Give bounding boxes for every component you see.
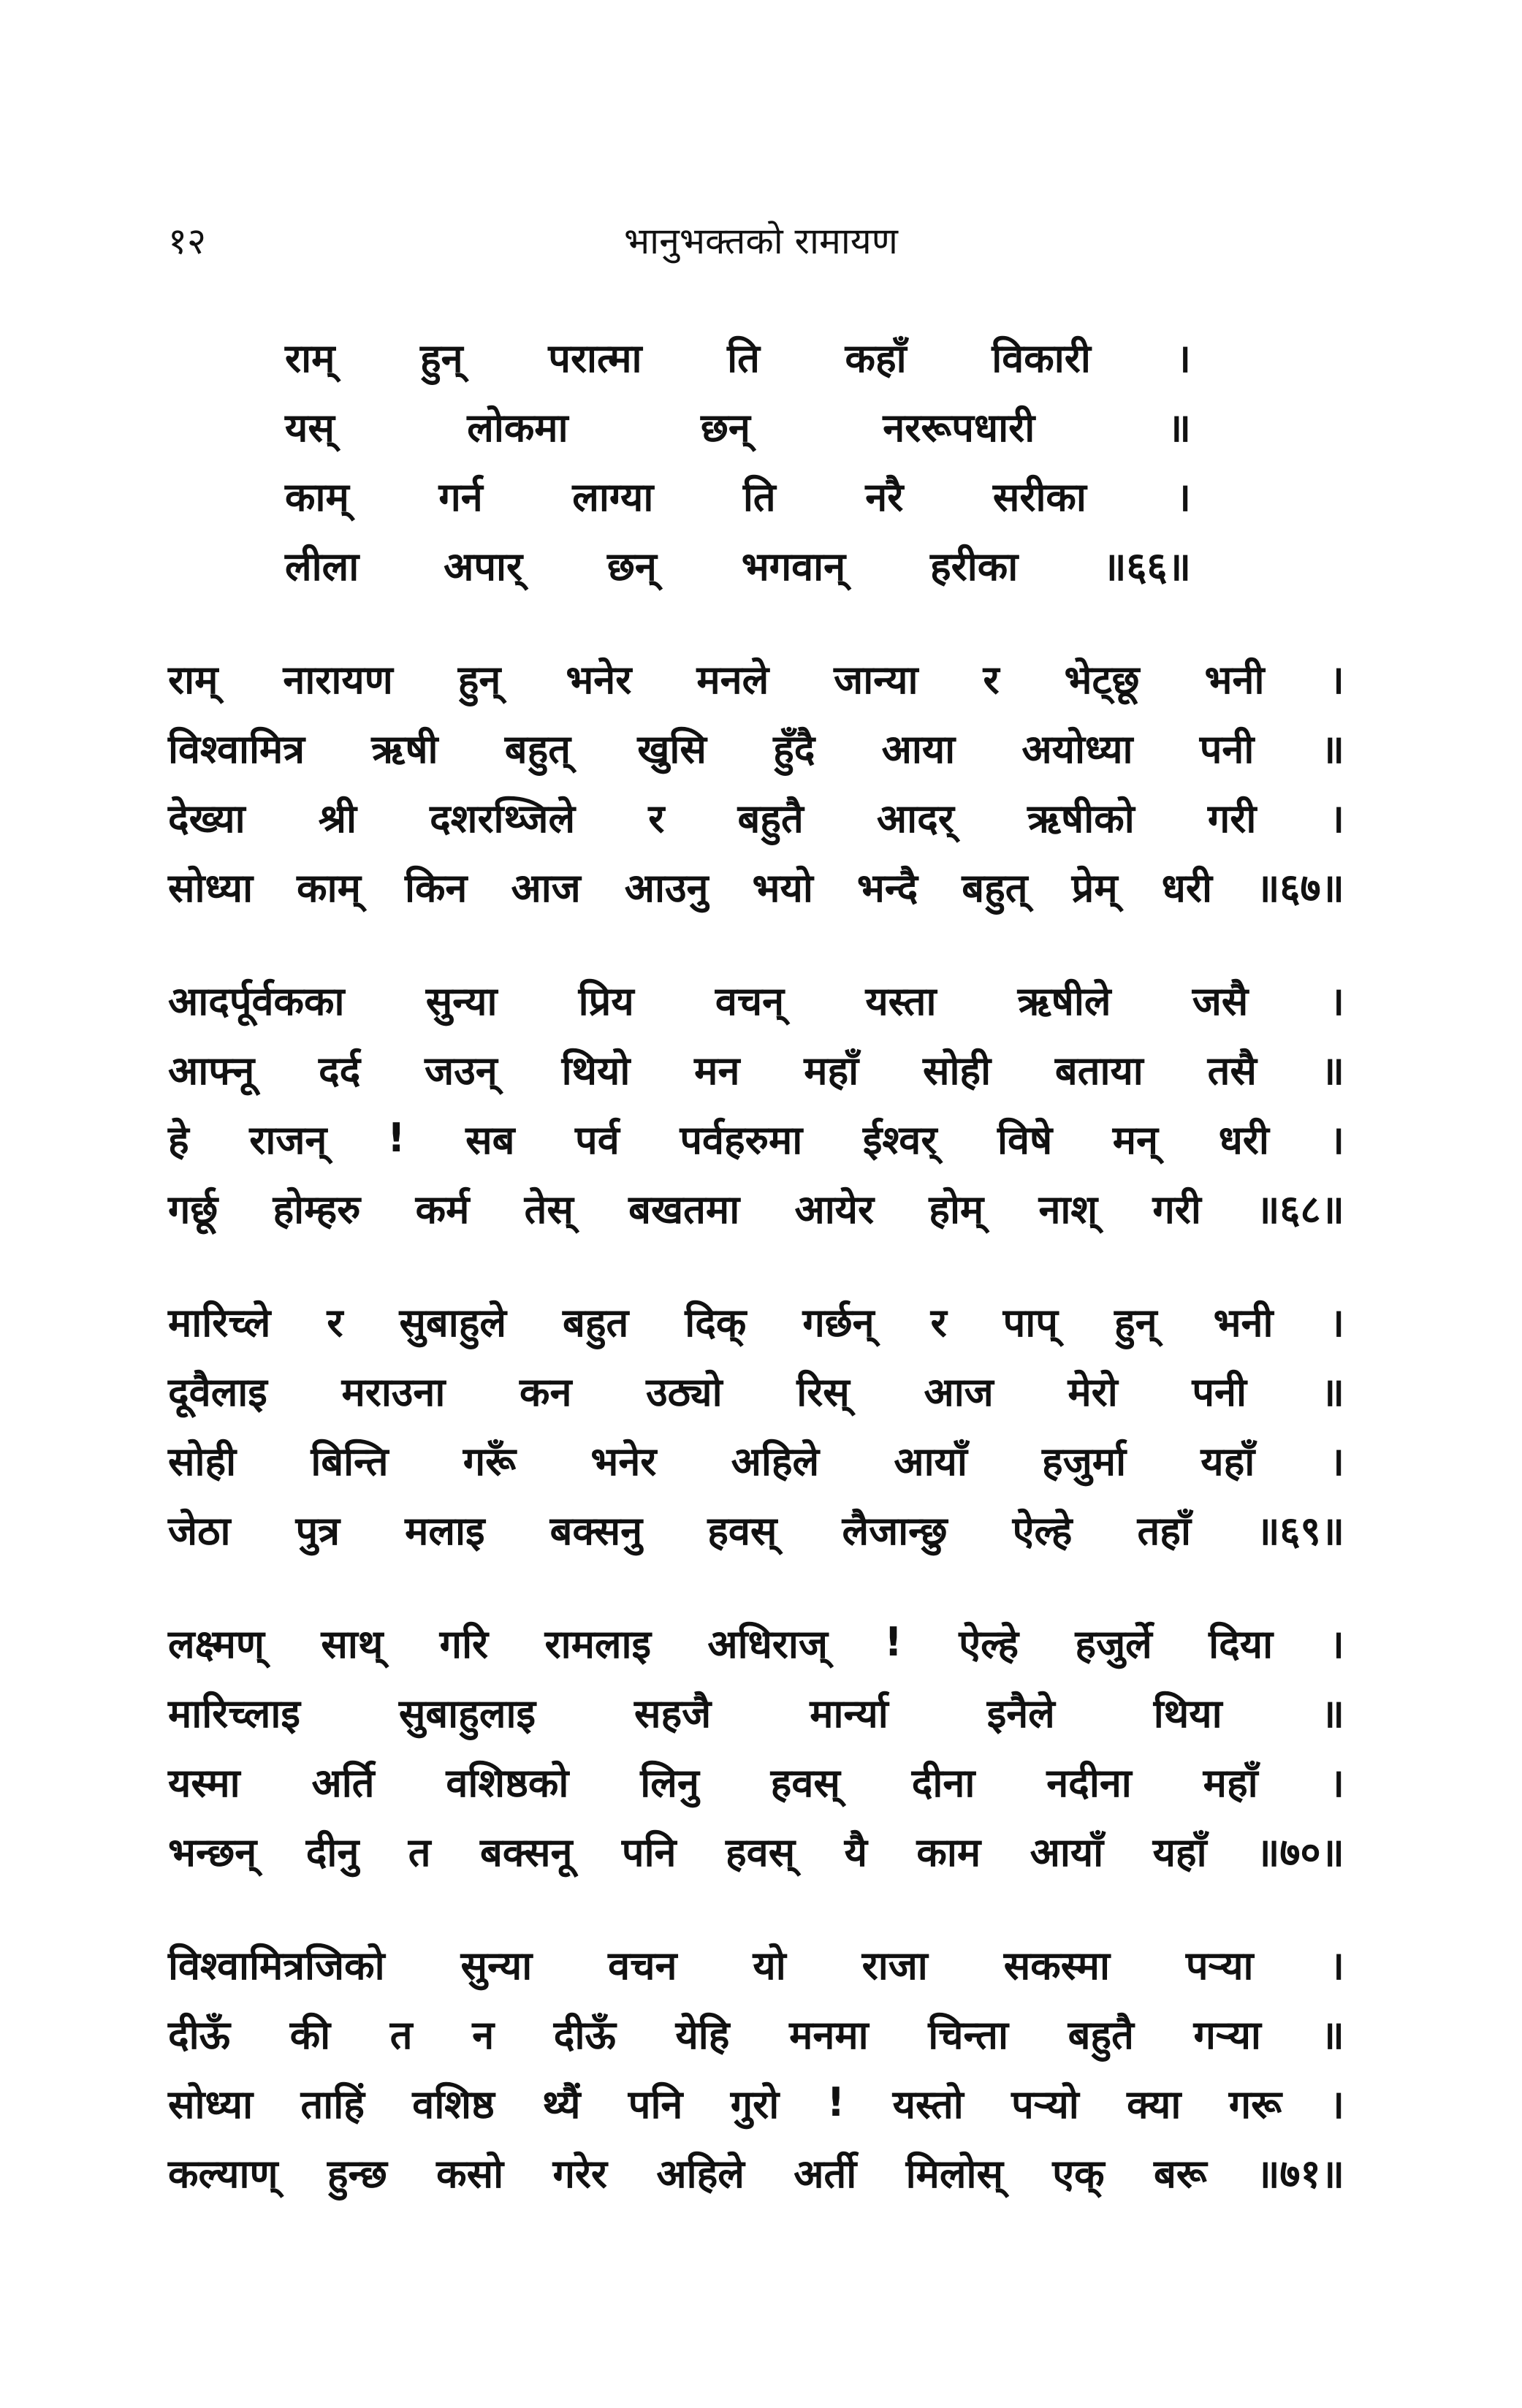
verse-word: यहाँ — [1152, 1829, 1207, 1875]
verse-word: बखतमा — [628, 1186, 740, 1232]
verse-word: रिस् — [796, 1368, 850, 1415]
verse-word: बिन्ति — [311, 1438, 389, 1485]
verse-word: मेरो — [1068, 1368, 1118, 1415]
verse-word: हजुर्मा — [1042, 1438, 1127, 1485]
verse-word: आया — [881, 725, 956, 772]
verse-line-end-mark: । — [1329, 1438, 1344, 1485]
verse-word: राम् — [285, 335, 335, 381]
verse-word: पर्वहरुमा — [680, 1116, 803, 1163]
verse-word: बहुतै — [1068, 2011, 1134, 2058]
verse-word: अयोध्या — [1021, 725, 1133, 772]
verse-word: आयाँ — [1030, 1829, 1104, 1875]
verse-line — [168, 964, 1344, 1034]
verse-word: यस्ता — [865, 978, 937, 1024]
verse-word: छन् — [607, 543, 657, 590]
verse-word: होम्हरु — [273, 1186, 361, 1232]
verse-word: सब — [465, 1116, 515, 1163]
verse-word: जउन् — [425, 1047, 498, 1094]
verse-word: गर्न — [438, 473, 483, 520]
verse-line — [168, 1746, 1344, 1815]
verse-line-end-mark: ॥७०॥ — [1256, 1829, 1344, 1875]
verse-word: प्रेम् — [1071, 864, 1118, 911]
verse-line-end-mark: । — [1176, 473, 1191, 520]
verse-word: धरी — [1161, 864, 1212, 911]
verse-67 — [168, 643, 1344, 921]
verse-word: धरी — [1218, 1116, 1269, 1163]
verse-word: येहि — [675, 2011, 730, 2058]
verse-word: मराउना — [341, 1368, 446, 1415]
verse-word: कल्याण् — [168, 2150, 278, 2197]
verse-word: कर्म — [415, 1186, 470, 1232]
verse-word: भेट्छू — [1064, 656, 1140, 703]
verse-word: आज — [924, 1368, 994, 1415]
verse-line — [168, 1173, 1344, 1242]
verse-line-end-mark: । — [1329, 656, 1344, 703]
verse-70 — [168, 1607, 1344, 1885]
page-header — [0, 212, 1522, 270]
verse-word: र — [327, 1299, 343, 1346]
verse-word: दीना — [911, 1759, 975, 1806]
page-number: १२ — [168, 220, 206, 262]
verse-line-end-mark: ॥६९॥ — [1256, 1507, 1344, 1554]
verse-word: र — [983, 656, 1000, 703]
verse-word: भनेर — [590, 1438, 657, 1485]
verse-word: ताहिं — [300, 2081, 365, 2127]
verse-word: सुबाहुलाइ — [398, 1690, 536, 1737]
verse-word: त — [389, 2011, 413, 2058]
verse-word: बहुत — [562, 1299, 629, 1346]
verse-line — [168, 1607, 1344, 1677]
verse-line-end-mark: ॥६६॥ — [1103, 543, 1191, 590]
verse-line-end-mark: । — [1329, 1620, 1344, 1667]
verse-word: मिलोस् — [905, 2150, 1003, 2197]
verse-word: श्री — [318, 795, 357, 842]
verse-word: प्रिय — [578, 978, 634, 1024]
verse-68 — [168, 964, 1344, 1242]
verse-line-end-mark: ॥ — [1320, 1047, 1344, 1094]
verse-word: ऐल्हे — [1012, 1507, 1073, 1554]
verse-word: हुन् — [1114, 1299, 1157, 1346]
verse-line — [168, 643, 1344, 712]
verse-word: दूवैलाइ — [168, 1368, 267, 1415]
verse-word: दर्द — [319, 1047, 361, 1094]
verse-word: आफ्नू — [168, 1047, 255, 1094]
verse-word: विश्वामित्रजिको — [168, 1942, 385, 1989]
verse-line-end-mark: ॥६७॥ — [1256, 864, 1344, 911]
verse-line — [285, 321, 1191, 391]
verse-word: सोध्या — [168, 864, 254, 911]
verse-71 — [168, 1929, 1344, 2206]
verse-word: यस्तो — [892, 2081, 964, 2127]
verse-word: बताया — [1054, 1047, 1144, 1094]
verse-line — [285, 391, 1191, 460]
verse-line — [168, 1494, 1344, 1563]
verse-word: नाश् — [1038, 1186, 1098, 1232]
verse-word: बहुत् — [504, 725, 571, 772]
running-title: भानुभक्तको रामायण — [624, 220, 898, 262]
verse-word: चिन्ता — [928, 2011, 1008, 2058]
verse-word: लोकमा — [467, 404, 568, 451]
verse-word: बहुतै — [737, 795, 804, 842]
verse-line — [168, 851, 1344, 921]
verse-word: बरू — [1153, 2150, 1207, 2197]
verse-word: आयाँ — [894, 1438, 967, 1485]
verse-line — [168, 2137, 1344, 2206]
verse-word: आदर्पूर्वकका — [168, 978, 345, 1024]
verse-word: वचन् — [715, 978, 785, 1024]
verse-word: मार्न्या — [810, 1690, 889, 1737]
verse-line-end-mark: ॥७१॥ — [1256, 2150, 1344, 2197]
verse-word: होम् — [929, 1186, 984, 1232]
verse-word: महाँ — [804, 1047, 859, 1094]
verse-word: नदीना — [1046, 1759, 1132, 1806]
verse-line — [168, 1425, 1344, 1494]
verse-69 — [168, 1286, 1344, 1563]
verse-word: आउनु — [624, 864, 709, 911]
verse-word: अहिले — [656, 2150, 745, 2197]
verse-word: राजा — [861, 1942, 928, 1989]
verse-word: अर्ती — [794, 2150, 857, 2197]
verse-word: एक् — [1052, 2150, 1105, 2197]
verse-word: हुँदै — [773, 725, 815, 772]
verse-word: महाँ — [1203, 1759, 1258, 1806]
verse-line-end-mark: ॥ — [1320, 2011, 1344, 2058]
verse-word: लक्ष्मण् — [168, 1620, 265, 1667]
verse-word: भन्दै — [856, 864, 918, 911]
verse-line — [168, 1815, 1344, 1885]
verse-word: गर्छन् — [802, 1299, 875, 1346]
verse-word: वशिष्ठको — [446, 1759, 569, 1806]
verse-word: तसै — [1207, 1047, 1257, 1094]
verse-word: रामलाइ — [544, 1620, 651, 1667]
verse-word: ति — [742, 473, 776, 520]
verse-word: बक्सनू — [480, 1829, 573, 1875]
verse-word: हे — [168, 1116, 189, 1163]
verse-word: अपार् — [444, 543, 523, 590]
verse-word: वशिष्ठ — [412, 2081, 495, 2127]
verse-word: दीऊँ — [168, 2011, 231, 2058]
verse-word: बक्सनु — [549, 1507, 643, 1554]
verse-word: ! — [387, 1115, 406, 1161]
verse-word: पर्व — [575, 1116, 620, 1163]
verse-line — [285, 530, 1191, 599]
verse-word: मन् — [1112, 1116, 1159, 1163]
verse-word: गरेर — [552, 2150, 608, 2197]
verse-word: काम् — [285, 473, 349, 520]
verse-word: विषे — [997, 1116, 1053, 1163]
verse-word: न — [472, 2011, 495, 2058]
verse-word: हवस् — [707, 1507, 777, 1554]
verse-line-end-mark: । — [1329, 1116, 1344, 1163]
verse-word: हवस् — [770, 1759, 840, 1806]
verse-word: लाग्या — [572, 473, 654, 520]
verse-word: भन्छन् — [168, 1829, 257, 1875]
verse-word: यस्मा — [168, 1759, 240, 1806]
verse-word: सुन्या — [460, 1942, 533, 1989]
verse-word: दीनु — [305, 1829, 359, 1875]
verse-word: गरि — [439, 1620, 489, 1667]
verse-word: जान्या — [834, 656, 918, 703]
verse-word: मनमा — [789, 2011, 869, 2058]
verse-word: ति — [727, 335, 760, 381]
verse-word: गरी — [1207, 795, 1257, 842]
verse-word: काम् — [297, 864, 361, 911]
verse-word: तेस् — [524, 1186, 574, 1232]
verse-line-end-mark: ॥ — [1167, 404, 1191, 451]
verse-line — [168, 1998, 1344, 2068]
verse-word: क्या — [1127, 2081, 1182, 2127]
verse-word: ऋषीले — [1017, 978, 1111, 1024]
verse-word: हजुर्ले — [1075, 1620, 1152, 1667]
verse-word: पनी — [1192, 1368, 1247, 1415]
verse-word: यो — [753, 1942, 786, 1989]
verse-line-end-mark: । — [1329, 2081, 1344, 2127]
verse-word: दीऊँ — [553, 2011, 616, 2058]
verse-word: आज — [511, 864, 581, 911]
verse-word: यहाँ — [1201, 1438, 1255, 1485]
verse-word: हुन्छ — [327, 2150, 387, 2197]
verse-word: ईश्वर् — [862, 1116, 937, 1163]
verse-word: ! — [884, 1619, 902, 1665]
verse-word: सोध्या — [168, 2081, 254, 2127]
verse-line-end-mark: । — [1329, 1299, 1344, 1346]
verse-line — [168, 1929, 1344, 1998]
verse-word: साथ् — [321, 1620, 384, 1667]
verse-line — [168, 1034, 1344, 1103]
verse-word: भनी — [1204, 656, 1265, 703]
verse-word: अर्ति — [311, 1759, 375, 1806]
verse-word: ऋषी — [371, 725, 438, 772]
verse-word: राम् — [168, 656, 218, 703]
verse-word: ! — [826, 2079, 845, 2125]
verse-word: उठ्यो — [646, 1368, 723, 1415]
verse-word: खुसि — [637, 725, 707, 772]
verse-line-end-mark: । — [1329, 795, 1344, 842]
verse-word: मनले — [696, 656, 769, 703]
verse-word: गरी — [1152, 1186, 1201, 1232]
verse-word: सहजै — [633, 1690, 712, 1737]
verse-line-end-mark: ॥६८॥ — [1256, 1186, 1344, 1232]
verse-word: र — [930, 1299, 947, 1346]
verse-line — [168, 1103, 1344, 1173]
verse-line-end-mark: । — [1176, 335, 1191, 381]
verse-line-end-mark: । — [1329, 1759, 1344, 1806]
verse-line — [168, 712, 1344, 782]
verse-word: हरीका — [930, 543, 1019, 590]
verse-word: नररूपधारी — [883, 404, 1035, 451]
verse-word: मलाइ — [405, 1507, 485, 1554]
verse-word: दिया — [1209, 1620, 1274, 1667]
verse-word: भनेर — [566, 656, 632, 703]
verse-word: हुन् — [420, 335, 463, 381]
verse-word: ऐल्हे — [959, 1620, 1019, 1667]
verse-word: भगवान् — [741, 543, 846, 590]
verse-word: नरै — [865, 473, 904, 520]
verse-word: सोही — [922, 1047, 992, 1094]
verse-word: भनी — [1213, 1299, 1274, 1346]
verse-line — [168, 1677, 1344, 1746]
verse-word: कसो — [436, 2150, 504, 2197]
verse-line — [168, 782, 1344, 851]
verse-word: त — [408, 1829, 431, 1875]
verse-word: तहाँ — [1137, 1507, 1191, 1554]
verse-line — [168, 2068, 1344, 2137]
verse-word: किन — [404, 864, 468, 911]
verse-word: छन् — [701, 404, 750, 451]
verse-66 — [285, 321, 1191, 599]
verse-word: पनी — [1199, 725, 1255, 772]
verse-word: यस् — [285, 404, 335, 451]
verse-word: मारिच्लाइ — [168, 1690, 300, 1737]
verse-word: विश्वामित्र — [168, 725, 305, 772]
verse-word: भयो — [752, 864, 813, 911]
verse-word: दिक् — [685, 1299, 747, 1346]
verse-word: वचन — [608, 1942, 677, 1989]
verse-word: लीला — [285, 543, 359, 590]
verse-word: राजन् — [249, 1116, 327, 1163]
verse-word: आदर् — [876, 795, 954, 842]
verse-line — [285, 460, 1191, 530]
verse-word: र — [648, 795, 665, 842]
verse-word: नारायण — [283, 656, 393, 703]
verse-word: जेठा — [168, 1507, 231, 1554]
verse-line — [168, 1355, 1344, 1425]
verse-word: सरीका — [992, 473, 1087, 520]
verse-word: लैजान्छु — [842, 1507, 948, 1554]
verse-line-end-mark: ॥ — [1320, 1368, 1344, 1415]
verse-word: बहुत् — [962, 864, 1028, 911]
verse-line — [168, 1286, 1344, 1355]
verse-word: पनि — [621, 1829, 677, 1875]
verse-word: पऱ्या — [1185, 1942, 1254, 1989]
verse-word: आयेर — [794, 1186, 875, 1232]
verse-word: हवस् — [725, 1829, 796, 1875]
verse-word: विकारी — [992, 335, 1091, 381]
verse-word: हुन् — [457, 656, 501, 703]
verse-word: थ्यैं — [542, 2081, 581, 2127]
verse-word: पुत्र — [295, 1507, 340, 1554]
verse-line-end-mark: ॥ — [1320, 725, 1344, 772]
verse-word: यै — [844, 1829, 867, 1875]
verse-word: गरू — [1228, 2081, 1282, 2127]
verse-word: सकस्मा — [1003, 1942, 1110, 1989]
verse-word: गर्छू — [168, 1186, 218, 1232]
verse-line-end-mark: । — [1329, 978, 1344, 1024]
verse-word: मन — [694, 1047, 740, 1094]
verse-line-end-mark: ॥ — [1320, 1690, 1344, 1737]
verse-word: मारिच्ले — [168, 1299, 271, 1346]
verse-word: अहिले — [731, 1438, 820, 1485]
verse-word: कहाँ — [845, 335, 907, 381]
verse-word: ऋषीको — [1027, 795, 1135, 842]
verse-word: थिया — [1153, 1690, 1222, 1737]
verse-word: परात्मा — [548, 335, 642, 381]
verse-word: गरूँ — [463, 1438, 517, 1485]
verse-word: लिनु — [640, 1759, 699, 1806]
verse-word: अधिराज् — [707, 1620, 828, 1667]
verse-word: सोही — [168, 1438, 237, 1485]
verse-word: सुन्या — [425, 978, 498, 1024]
verse-word: गऱ्या — [1193, 2011, 1261, 2058]
verse-word: पाप् — [1002, 1299, 1058, 1346]
verse-word: देख्या — [168, 795, 246, 842]
verse-word: दशरथ्जिले — [430, 795, 576, 842]
verse-line-end-mark: । — [1329, 1942, 1344, 1989]
verse-word: थियो — [561, 1047, 631, 1094]
verse-word: जसै — [1192, 978, 1249, 1024]
verse-word: पऱ्यो — [1011, 2081, 1079, 2127]
verse-word: पनि — [628, 2081, 683, 2127]
verse-word: कन — [519, 1368, 572, 1415]
verse-word: इनैले — [986, 1690, 1055, 1737]
verse-word: गुरो — [730, 2081, 780, 2127]
verse-word: काम — [916, 1829, 981, 1875]
verse-word: सुबाहुले — [399, 1299, 507, 1346]
verse-word: की — [289, 2011, 331, 2058]
